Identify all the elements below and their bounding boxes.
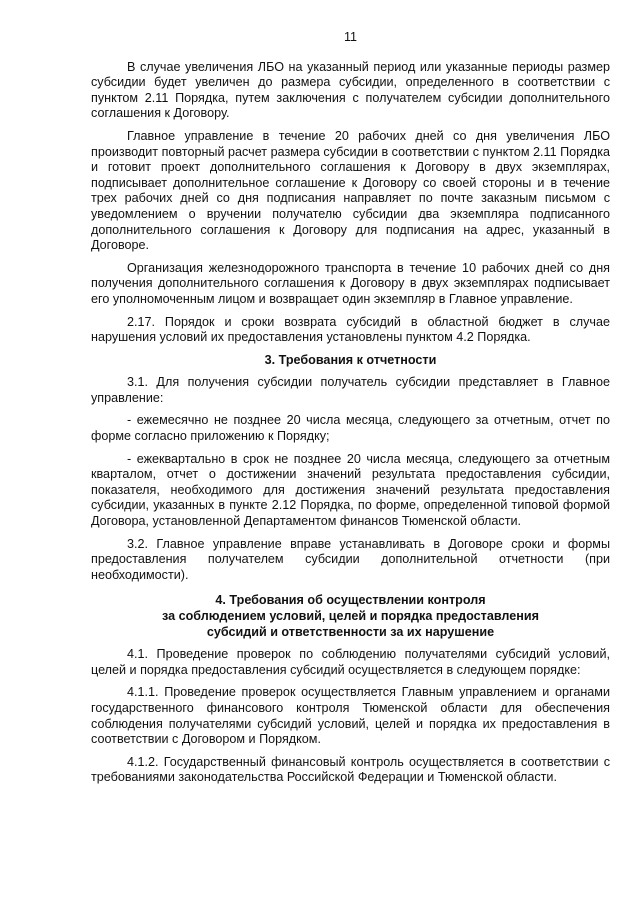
paragraph-4-1: 4.1. Проведение проверок по соблюдению получателями субсидий условий, целей и порядка предоставления субсидий осуществляется в следующем порядке: xyxy=(91,647,610,677)
section-4-title xyxy=(91,593,610,640)
paragraph-3-1: 3.1. Для получения субсидии получатель субсидии представляет в Главное управление: xyxy=(91,375,610,405)
paragraph-2-17: 2.17. Порядок и сроки возврата субсидий в областной бюджет в случае нарушения условий их предоставления установлены пунктом 4.2 Порядка. xyxy=(91,314,610,345)
paragraph-railway-org: Организация железнодорожного транспорта в течение 10 рабочих дней со дня получения дополнительного соглашения к Договору в двух экземплярах подписывает его уполномоченным лицом и возвращает один экземпляр в Главное управление. xyxy=(91,260,610,306)
paragraph-monthly-report: - ежемесячно не позднее 20 числа месяца, следующего за отчетным, отчет по форме согласно приложению к Порядку; xyxy=(91,413,610,444)
paragraph-3-2: 3.2. Главное управление вправе устанавливать в Договоре сроки и формы предоставления получателем субсидии дополнительной отчетности (при необходимости). xyxy=(91,536,610,582)
page-number: 11 xyxy=(343,30,358,44)
section-4-title-line-1: 4. Требования об осуществлении контроля xyxy=(215,593,486,608)
paragraph-4-1-1: 4.1.1. Проведение проверок осуществляется Главным управлением и органами государственного финансового контроля Тюменской области для обеспечения соблюдения получателями субсидий условий, целей и порядка их предоставления в соответствии с Договором и Порядком. xyxy=(91,685,610,747)
section-4-title-line-3: субсидий и ответственности за их нарушение xyxy=(206,624,495,639)
section-4-title-line-2: за соблюдением условий, целей и порядка предоставления xyxy=(162,609,539,623)
paragraph-4-1-2: 4.1.2. Государственный финансовый контроль осуществляется в соответствии с требованиями законодательства Российской Федерации и Тюменской области. xyxy=(91,754,610,785)
document-page xyxy=(91,30,610,793)
section-3-title: 3. Требования к отчетности xyxy=(264,352,437,367)
paragraph-quarterly-report: - ежеквартально в срок не позднее 20 числа месяца, следующего за отчетным кварталом, отчет о достижении значений результата предоставления субсидии, показателя, необходимого для достижения значений результата предоставления субсидии, указанных в пункте 2.12 Порядка, по форме, определенной типовой формой Договора, установленной Департаментом финансов Тюменской области. xyxy=(91,451,610,529)
paragraph-recalculation: Главное управление в течение 20 рабочих дней со дня увеличения ЛБО производит повторный расчет размера субсидии в соответствии с пунктом 2.11 Порядка и готовит проект дополнительного соглашения к Договору в двух экземплярах, подписывает дополнительное соглашение к Договору со своей стороны и в течение трех рабочих дней со дня подписания направляет по почте заказным письмом с уведомлением о вручении получателю субсидии два экземпляра подписанного дополнительного соглашения к Договору для подписания на адрес, указанный в Договоре. xyxy=(91,128,610,253)
paragraph-lbo-increase: В случае увеличения ЛБО на указанный период или указанные периоды размер субсидии будет увеличен до размера субсидии, определенного в соответствии с пунктом 2.11 Порядка, путем заключения с получателем субсидии дополнительного соглашения к Договору. xyxy=(91,59,610,121)
